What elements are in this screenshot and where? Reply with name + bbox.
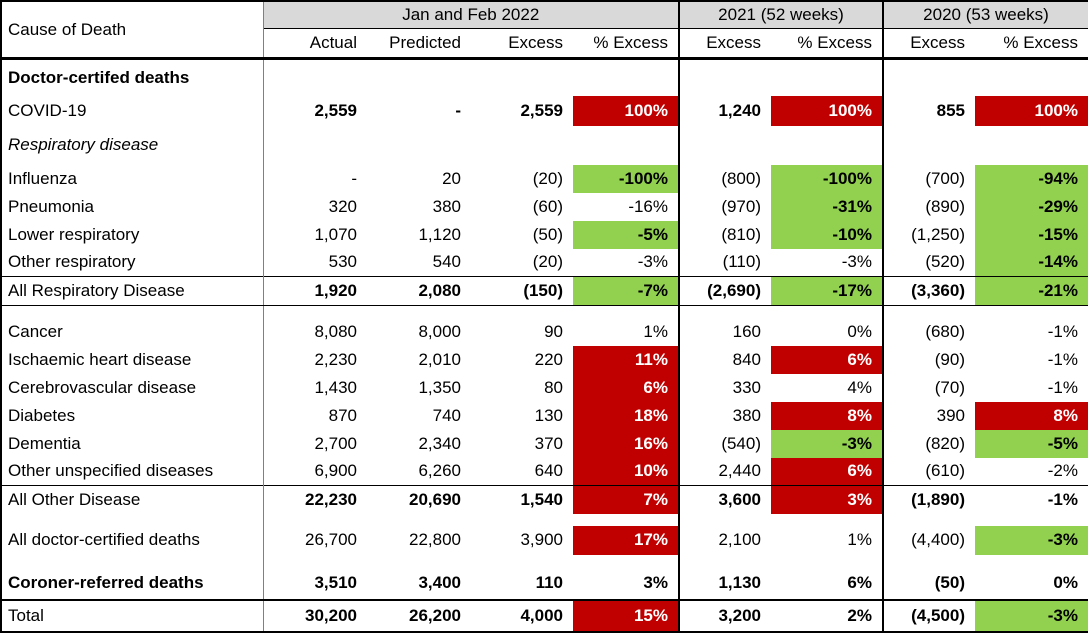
cell-excess-2020: (1,890) [883, 486, 975, 514]
cell-excess-janfeb: (20) [532, 252, 563, 272]
cell-pct-excess-2021 [771, 126, 883, 165]
cell-actual [263, 555, 367, 567]
cell-excess-janfeb [471, 555, 573, 567]
table-row [1, 318, 1088, 346]
cell-excess-2020 [883, 555, 975, 567]
cell-actual: 2,230 [314, 349, 357, 369]
row-label: Lower respiratory [1, 221, 263, 249]
cell-actual: 1,070 [314, 224, 357, 244]
cell-excess-2020: 855 [936, 100, 965, 120]
cell-pct-excess-2021: 4% [771, 374, 883, 402]
cell-pct-excess-janfeb: 3% [573, 567, 679, 600]
table-row [1, 374, 1088, 402]
cell-excess-2020: (680) [925, 321, 965, 341]
cell-predicted: 20 [442, 168, 461, 188]
group-header-2021: 2021 (52 weeks) [679, 1, 883, 29]
cell-excess-2020: (520) [925, 252, 965, 272]
cell-excess-janfeb: (20) [532, 168, 563, 188]
cell-pct-excess-janfeb [573, 126, 679, 165]
col-header-pct-excess-janfeb: % Excess [573, 29, 679, 59]
col-header-excess-janfeb: Excess [471, 29, 573, 59]
cell-excess-2021: (810) [721, 224, 761, 244]
cell-pct-excess-2020: 8% [975, 402, 1088, 430]
cause-of-death-header: Cause of Death [1, 1, 263, 59]
table-row [1, 402, 1088, 430]
cell-excess-2020 [883, 126, 975, 165]
cell-excess-2021: 840 [732, 349, 761, 369]
cell-pct-excess-janfeb: -5% [573, 221, 679, 249]
col-header-predicted: Predicted [367, 29, 471, 59]
cell-pct-excess-2021 [771, 59, 883, 96]
cell-excess-2021 [679, 306, 771, 318]
cell-excess-2020: (1,250) [911, 224, 965, 244]
cell-predicted: 26,200 [367, 600, 471, 632]
cell-pct-excess-2020: -94% [975, 165, 1088, 193]
cell-predicted: 6,260 [418, 461, 461, 481]
cell-predicted [367, 59, 471, 96]
col-header-pct-excess-2021: % Excess [771, 29, 883, 59]
row-label: Influenza [1, 165, 263, 193]
cell-pct-excess-2021: 1% [771, 526, 883, 555]
cell-pct-excess-janfeb [573, 555, 679, 567]
cell-excess-janfeb: (60) [532, 196, 563, 216]
cell-pct-excess-janfeb: -3% [573, 249, 679, 277]
cell-excess-2020: (50) [934, 572, 965, 592]
table-row [1, 430, 1088, 458]
cell-excess-2021 [679, 555, 771, 567]
cell-pct-excess-2020: -21% [975, 277, 1088, 306]
cell-pct-excess-2021: -10% [771, 221, 883, 249]
cell-excess-janfeb [471, 126, 573, 165]
cell-actual: 870 [328, 405, 357, 425]
cell-excess-janfeb: 4,000 [471, 600, 573, 632]
cell-pct-excess-2020: -3% [975, 526, 1088, 555]
cell-pct-excess-janfeb: 17% [573, 526, 679, 555]
cell-pct-excess-janfeb: 16% [573, 430, 679, 458]
cell-excess-2020 [883, 59, 975, 96]
cell-actual: 6,900 [314, 461, 357, 481]
table-row [1, 221, 1088, 249]
row-label [1, 514, 263, 526]
row-label: All Other Disease [1, 486, 263, 514]
cell-pct-excess-janfeb [573, 306, 679, 318]
cell-pct-excess-2020: -5% [975, 430, 1088, 458]
cell-pct-excess-2021: -100% [771, 165, 883, 193]
cell-pct-excess-2020: -1% [1047, 321, 1078, 341]
cell-excess-2021: (2,690) [679, 277, 771, 306]
cell-actual: 3,510 [314, 572, 357, 592]
cell-excess-2020: (700) [925, 168, 965, 188]
cell-excess-2021: 330 [732, 377, 761, 397]
cell-excess-2020: (3,360) [883, 277, 975, 306]
col-header-pct-excess-2020: % Excess [975, 29, 1088, 59]
cell-actual: 8,080 [314, 321, 357, 341]
cell-pct-excess-2021: 3% [771, 486, 883, 514]
cell-predicted [367, 555, 471, 567]
cell-predicted: 3,400 [418, 572, 461, 592]
spacer-row [1, 514, 1088, 526]
cell-excess-janfeb [471, 306, 573, 318]
group-header-jan-feb-2022: Jan and Feb 2022 [263, 1, 679, 29]
cell-pct-excess-janfeb: 1% [573, 318, 679, 346]
row-label: Coroner-referred deaths [1, 567, 263, 600]
cell-actual [263, 59, 367, 96]
cell-excess-janfeb: 3,900 [520, 530, 563, 550]
cell-excess-2021 [679, 126, 771, 165]
cell-excess-janfeb: (150) [471, 277, 573, 306]
group-header-row [1, 1, 1088, 29]
cell-excess-2021: (540) [721, 433, 761, 453]
cell-excess-2021: 1,240 [718, 100, 761, 120]
cell-predicted: 2,080 [367, 277, 471, 306]
cell-pct-excess-2020: -1% [1047, 349, 1078, 369]
row-label [1, 306, 263, 318]
cell-predicted: 2,010 [418, 349, 461, 369]
cell-excess-2020 [883, 306, 975, 318]
table-row [1, 526, 1088, 555]
table-row [1, 486, 1088, 514]
table-row [1, 346, 1088, 374]
row-label: Pneumonia [1, 193, 263, 221]
table-row [1, 600, 1088, 632]
cell-excess-2021: 2,100 [718, 530, 761, 550]
cell-actual [263, 514, 367, 526]
cell-excess-2020: (610) [925, 461, 965, 481]
cell-pct-excess-2020 [975, 306, 1088, 318]
col-header-excess-2020: Excess [883, 29, 975, 59]
cell-actual: 320 [328, 196, 357, 216]
cell-pct-excess-2020 [975, 555, 1088, 567]
cell-excess-janfeb: 110 [535, 572, 563, 592]
table-row [1, 96, 1088, 126]
cell-excess-2021: 3,600 [679, 486, 771, 514]
table-row [1, 277, 1088, 306]
cell-excess-janfeb [471, 59, 573, 96]
row-label: Diabetes [1, 402, 263, 430]
row-label: All doctor-certified deaths [1, 526, 263, 555]
cell-actual [263, 306, 367, 318]
row-label: Respiratory disease [1, 126, 263, 165]
cell-pct-excess-2020: 0% [1053, 572, 1078, 592]
cell-pct-excess-janfeb: 18% [573, 402, 679, 430]
cell-pct-excess-2021: 0% [771, 318, 883, 346]
cell-pct-excess-2020: 100% [975, 96, 1088, 126]
cell-pct-excess-2021 [771, 306, 883, 318]
cell-excess-2021: 3,200 [679, 600, 771, 632]
row-label: All Respiratory Disease [1, 277, 263, 306]
cell-actual: 530 [328, 252, 357, 272]
cell-excess-2020: (820) [925, 433, 965, 453]
cell-excess-janfeb: 640 [534, 461, 563, 481]
cell-excess-janfeb: 130 [534, 405, 563, 425]
cell-predicted: 2,340 [418, 433, 461, 453]
cell-pct-excess-2021: 100% [771, 96, 883, 126]
cell-excess-janfeb: 1,540 [471, 486, 573, 514]
table-row [1, 458, 1088, 486]
cell-pct-excess-janfeb: 11% [573, 346, 679, 374]
cell-predicted: 1,350 [418, 377, 461, 397]
cell-pct-excess-2021 [771, 555, 883, 567]
row-label: Cerebrovascular disease [1, 374, 263, 402]
table-row [1, 567, 1088, 600]
cell-actual: 1,920 [263, 277, 367, 306]
cell-pct-excess-2020: -14% [975, 249, 1088, 277]
cell-actual [263, 126, 367, 165]
cell-pct-excess-janfeb: 15% [573, 600, 679, 632]
cell-pct-excess-2021: -31% [771, 193, 883, 221]
cell-actual: 1,430 [314, 377, 357, 397]
cell-excess-janfeb: 220 [534, 349, 563, 369]
cell-pct-excess-2020: -1% [975, 486, 1088, 514]
cell-excess-2021: 160 [732, 321, 761, 341]
cell-predicted: 8,000 [418, 321, 461, 341]
cell-pct-excess-2021: 6% [771, 458, 883, 486]
row-label [1, 555, 263, 567]
cell-pct-excess-2021: -3% [771, 430, 883, 458]
row-label: Doctor-certifed deaths [1, 59, 263, 96]
cell-excess-janfeb [471, 514, 573, 526]
cell-pct-excess-2021: 6% [771, 346, 883, 374]
cell-pct-excess-2020: -3% [975, 600, 1088, 632]
cell-predicted: 22,800 [409, 530, 461, 550]
cell-excess-2021: 380 [732, 405, 761, 425]
cell-excess-janfeb: (50) [532, 224, 563, 244]
cell-pct-excess-janfeb: 6% [573, 374, 679, 402]
table-header [1, 1, 1088, 59]
row-label: Ischaemic heart disease [1, 346, 263, 374]
cell-excess-2020: (90) [934, 349, 965, 369]
row-label: Other respiratory [1, 249, 263, 277]
row-label: COVID-19 [1, 96, 263, 126]
cell-predicted [367, 126, 471, 165]
cell-predicted: 540 [432, 252, 461, 272]
cell-pct-excess-2020: -15% [975, 221, 1088, 249]
cell-excess-2021 [679, 514, 771, 526]
table-row [1, 165, 1088, 193]
cell-predicted: 20,690 [367, 486, 471, 514]
cell-excess-janfeb: 90 [544, 321, 563, 341]
row-label: Dementia [1, 430, 263, 458]
cell-excess-janfeb: 2,559 [520, 100, 563, 120]
cell-excess-2021: (970) [721, 196, 761, 216]
cell-excess-2021: 1,130 [718, 572, 761, 592]
cell-pct-excess-2020 [975, 59, 1088, 96]
row-label: Other unspecified diseases [1, 458, 263, 486]
cell-pct-excess-janfeb [573, 514, 679, 526]
cell-pct-excess-2021: 6% [771, 567, 883, 600]
cell-actual: 22,230 [263, 486, 367, 514]
cell-pct-excess-2020: -1% [1047, 377, 1078, 397]
table-row [1, 193, 1088, 221]
cell-pct-excess-2020: -29% [975, 193, 1088, 221]
cell-excess-2020: (890) [925, 196, 965, 216]
cell-pct-excess-janfeb: -7% [573, 277, 679, 306]
cell-excess-2021: (800) [721, 168, 761, 188]
cell-actual: 2,559 [314, 100, 357, 120]
cell-predicted: 1,120 [418, 224, 461, 244]
row-label: Cancer [1, 318, 263, 346]
cell-actual: 30,200 [263, 600, 367, 632]
cell-pct-excess-janfeb: 10% [573, 458, 679, 486]
cell-pct-excess-2021 [771, 514, 883, 526]
cell-actual: 2,700 [314, 433, 357, 453]
cell-pct-excess-2021: 2% [771, 600, 883, 632]
cell-pct-excess-2021: -3% [771, 249, 883, 277]
table-body [1, 59, 1088, 633]
cell-excess-2021 [679, 59, 771, 96]
cell-predicted: 740 [432, 405, 461, 425]
cell-pct-excess-2020: -2% [1047, 461, 1078, 481]
cell-excess-janfeb: 80 [544, 377, 563, 397]
cell-predicted [367, 514, 471, 526]
cell-excess-2020: (4,400) [911, 530, 965, 550]
cell-pct-excess-janfeb [573, 59, 679, 96]
spacer-row [1, 555, 1088, 567]
cell-pct-excess-janfeb: -16% [573, 193, 679, 221]
cell-excess-2021: (110) [722, 252, 761, 272]
cell-pct-excess-janfeb: 7% [573, 486, 679, 514]
cell-pct-excess-2020 [975, 126, 1088, 165]
cell-pct-excess-2021: -17% [771, 277, 883, 306]
cell-predicted: - [455, 100, 461, 120]
row-label: Total [1, 600, 263, 632]
cell-actual: - [351, 168, 357, 188]
cell-pct-excess-2021: 8% [771, 402, 883, 430]
col-header-excess-2021: Excess [679, 29, 771, 59]
cell-predicted [367, 306, 471, 318]
cell-excess-2020: (4,500) [883, 600, 975, 632]
cell-actual: 26,700 [305, 530, 357, 550]
cell-excess-janfeb: 370 [534, 433, 563, 453]
col-header-actual: Actual [263, 29, 367, 59]
cell-pct-excess-janfeb: 100% [573, 96, 679, 126]
group-header-2020: 2020 (53 weeks) [883, 1, 1088, 29]
spacer-row [1, 306, 1088, 318]
cell-pct-excess-2020 [975, 514, 1088, 526]
cell-pct-excess-janfeb: -100% [573, 165, 679, 193]
cell-excess-2020: (70) [934, 377, 965, 397]
table-row [1, 59, 1088, 96]
cell-predicted: 380 [432, 196, 461, 216]
cell-excess-2020: 390 [936, 405, 965, 425]
cell-excess-2021: 2,440 [718, 461, 761, 481]
table-row [1, 126, 1088, 165]
table-row [1, 249, 1088, 277]
cell-excess-2020 [883, 514, 975, 526]
